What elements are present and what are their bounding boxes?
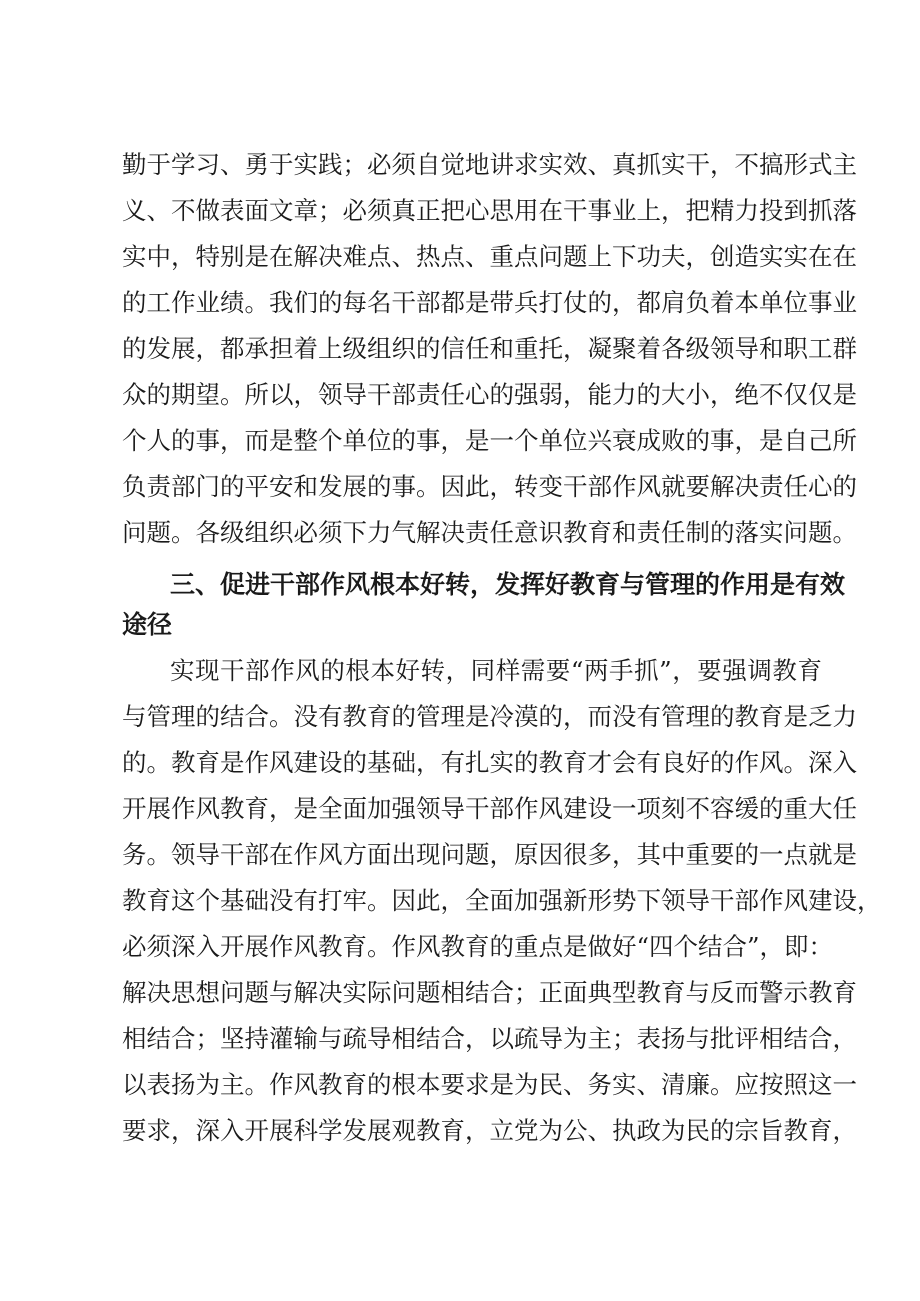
text-line: 负责部门的平安和发展的事。因此，转变干部作风就要解决责任心的 bbox=[122, 472, 857, 501]
text-line: 开展作风教育，是全面加强领导干部作风建设一项刻不容缓的重大任 bbox=[122, 794, 857, 823]
text-line: 的。教育是作风建设的基础，有扎实的教育才会有良好的作风。深入 bbox=[122, 748, 857, 777]
text-line: 相结合；坚持灌输与疏导相结合，以疏导为主；表扬与批评相结合， bbox=[122, 1024, 857, 1053]
text-line: 问题。各级组织必须下力气解决责任意识教育和责任制的落实问题。 bbox=[122, 518, 857, 547]
text-line: 与管理的结合。没有教育的管理是冷漠的，而没有管理的教育是乏力 bbox=[122, 702, 857, 731]
heading-line: 三、促进干部作风根本好转，发挥好教育与管理的作用是有效 bbox=[170, 570, 846, 599]
text-line: 的工作业绩。我们的每名干部都是带兵打仗的，都肩负着本单位事业 bbox=[122, 288, 857, 317]
text-line: 众的期望。所以，领导干部责任心的强弱，能力的大小，绝不仅仅是 bbox=[122, 380, 857, 409]
text-line: 务。领导干部在作风方面出现问题，原因很多，其中重要的一点就是 bbox=[122, 840, 857, 869]
text-line: 个人的事，而是整个单位的事，是一个单位兴衰成败的事，是自己所 bbox=[122, 426, 857, 455]
text-line: 解决思想问题与解决实际问题相结合；正面典型教育与反而警示教育 bbox=[122, 978, 857, 1007]
text-line: 以表扬为主。作风教育的根本要求是为民、务实、清廉。应按照这一 bbox=[122, 1070, 857, 1099]
text-line: 必须深入开展作风教育。作风教育的重点是做好“四个结合”，即： bbox=[122, 932, 834, 961]
text-line: 义、不做表面文章；必须真正把心思用在干事业上，把精力投到抓落 bbox=[122, 196, 857, 225]
text-line: 要求，深入开展科学发展观教育，立党为公、执政为民的宗旨教育， bbox=[122, 1116, 857, 1145]
text-line: 勤于学习、勇于实践；必须自觉地讲求实效、真抓实干，不搞形式主 bbox=[122, 150, 857, 179]
text-line: 的发展，都承担着上级组织的信任和重托，凝聚着各级领导和职工群 bbox=[122, 334, 857, 363]
text-line: 教育这个基础没有打牢。因此，全面加强新形势下领导干部作风建设， bbox=[122, 886, 882, 915]
heading-line: 途径 bbox=[122, 610, 173, 639]
text-line: 实现干部作风的根本好转，同样需要“两手抓”，要强调教育 bbox=[170, 656, 822, 685]
text-line: 实中，特别是在解决难点、热点、重点问题上下功夫，创造实实在在 bbox=[122, 242, 857, 271]
